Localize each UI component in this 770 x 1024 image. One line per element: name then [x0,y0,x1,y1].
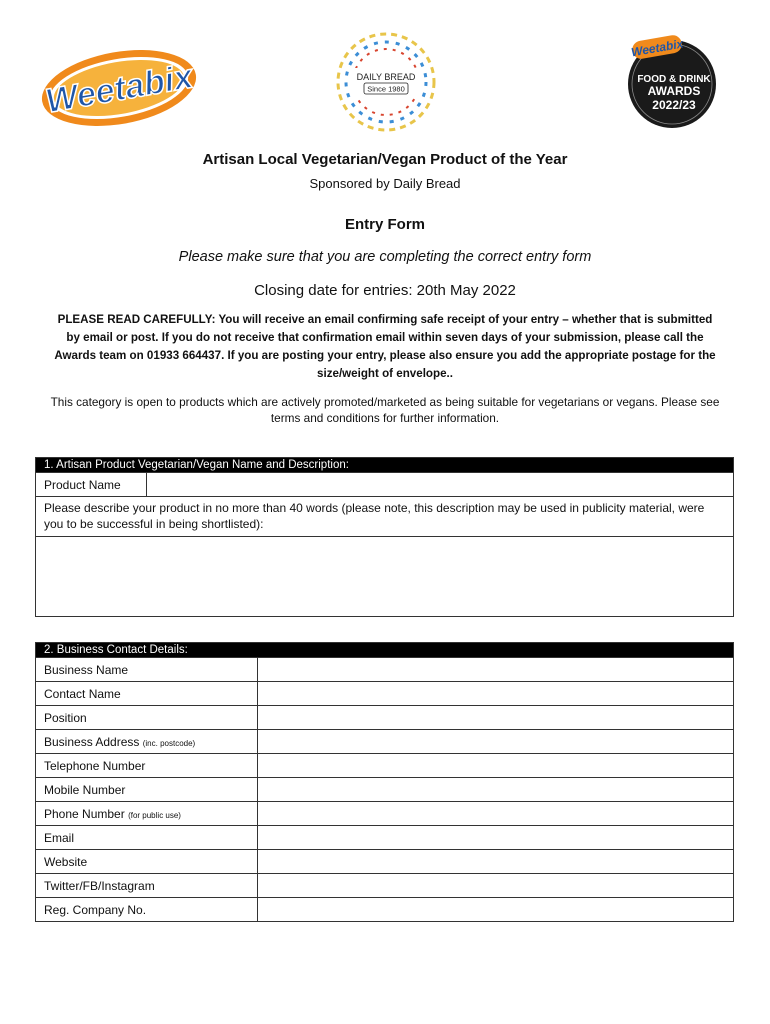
contact-section-table [35,642,734,922]
table-row [36,874,734,898]
contact-field-input[interactable] [258,682,734,706]
contact-field-input[interactable] [258,850,734,874]
contact-label-text: Reg. Company No. [44,902,147,917]
section2-header: 2. Business Contact Details: [36,643,734,658]
contact-field-input[interactable] [258,778,734,802]
closing-date: Closing date for entries: 20th May 2022 [254,282,516,299]
contact-label-text: Twitter/FB/Instagram [44,878,155,893]
contact-label-text: Business Address [44,734,140,749]
contact-field-label [36,874,258,898]
description-prompt: Please describe your product in no more than 40 words (please note, this description may be used in publicity material, were you to be successful in being shortlisted): [36,497,734,537]
contact-label-text: Website [44,854,88,869]
sponsor-line: Sponsored by Daily Bread [309,176,461,191]
description-field[interactable] [36,537,734,617]
contact-field-label [36,850,258,874]
contact-label-text: Mobile Number [44,782,126,797]
contact-field-label [36,898,258,922]
contact-field-label [36,682,258,706]
product-name-label: Product Name [36,473,147,497]
category-title: Artisan Local Vegetarian/Vegan Product of the Year [202,151,568,168]
awards-line2: AWARDS [647,84,701,98]
section1-header: 1. Artisan Product Vegetarian/Vegan Name and Description: [36,458,734,473]
contact-field-label [36,754,258,778]
table-row [36,682,734,706]
reminder-note: Please make sure that you are completing the correct entry form [178,249,592,265]
product-name-field[interactable] [147,473,734,497]
form-title: Entry Form [344,216,425,233]
contact-field-input[interactable] [258,658,734,682]
contact-field-input[interactable] [258,706,734,730]
table-row [36,754,734,778]
awards-line1: FOOD & DRINK [637,74,711,85]
contact-field-label [36,802,258,826]
contact-field-input[interactable] [258,802,734,826]
weetabix-logo [38,38,200,130]
table-row [36,898,734,922]
contact-label-text: Contact Name [44,686,121,701]
contact-field-label [36,826,258,850]
contact-label-text: Phone Number [44,806,125,821]
contact-label-note: (for public use) [128,810,181,820]
category-info: This category is open to products which are actively promoted/marketed as being suitable for vegetarians or vegans. Please see terms and conditions for further information. [50,395,720,425]
awards-year: 2022/23 [652,98,696,112]
daily-bread-since: Since 1980 [367,84,405,94]
daily-bread-logo-text: DAILY BREAD [356,72,416,82]
daily-bread-logo [326,30,446,140]
contact-field-input[interactable] [258,874,734,898]
weetabix-logo-text: Weetabix [42,57,196,121]
contact-field-label [36,658,258,682]
table-row [36,802,734,826]
warning-paragraph: PLEASE READ CAREFULLY: You will receive an email confirming safe receipt of your entry – whether that is submitted by email or post. If you do not receive that confirmation email within seven days of your submission, please call the Awards team on 01933 664437. If you are posting your entry, please also ensure you add the appropriate postage for the size/weight of envelope.. [54,313,716,380]
table-row [36,826,734,850]
contact-field-label [36,706,258,730]
product-section-table [35,457,734,617]
contact-label-note: (inc. postcode) [142,738,196,748]
contact-field-input[interactable] [258,754,734,778]
awards-logo [612,34,724,130]
contact-label-text: Position [44,710,87,725]
contact-label-text: Email [44,830,75,845]
table-row [36,850,734,874]
table-row [36,778,734,802]
contact-field-input[interactable] [258,826,734,850]
awards-weetabix-text: Weetabix [630,36,685,60]
contact-field-input[interactable] [258,898,734,922]
contact-field-label [36,730,258,754]
contact-label-text: Business Name [44,662,129,677]
contact-label-text: Telephone Number [44,758,146,773]
table-row [36,706,734,730]
table-row [36,658,734,682]
contact-field-label [36,778,258,802]
contact-field-input[interactable] [258,730,734,754]
table-row [36,730,734,754]
